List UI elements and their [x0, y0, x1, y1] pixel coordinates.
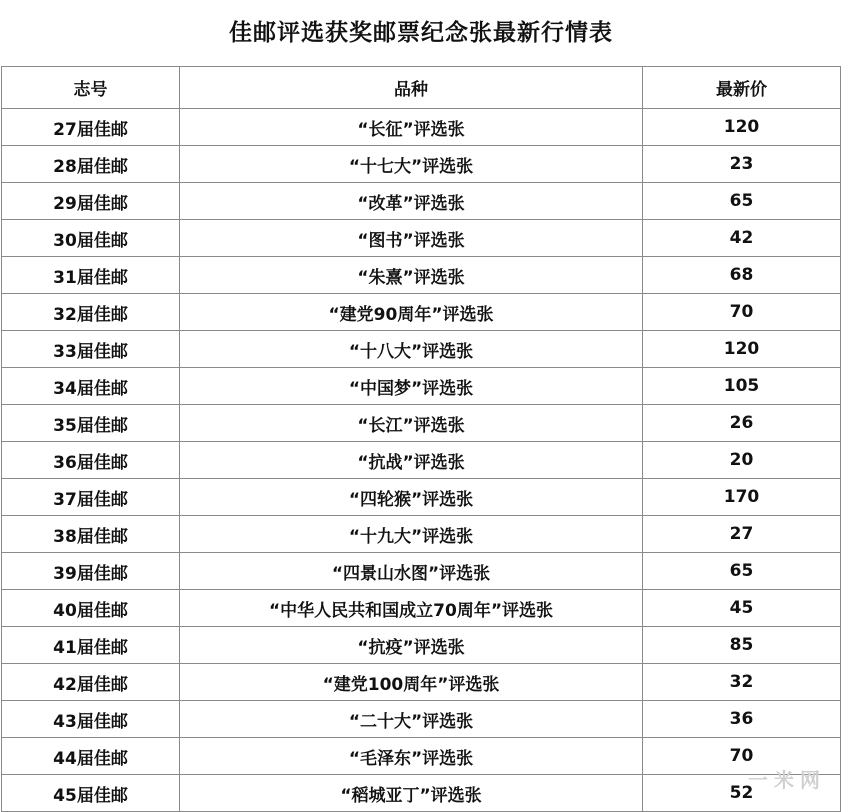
- cell-variety: “四轮猴”评选张: [180, 479, 643, 516]
- cell-issue: 43届佳邮: [2, 701, 180, 738]
- cell-price: 65: [643, 553, 841, 590]
- cell-variety: “抗战”评选张: [180, 442, 643, 479]
- cell-variety: “中华人民共和国成立70周年”评选张: [180, 590, 643, 627]
- cell-issue: 36届佳邮: [2, 442, 180, 479]
- cell-issue: 38届佳邮: [2, 516, 180, 553]
- page-title: 佳邮评选获奖邮票纪念张最新行情表: [229, 20, 613, 46]
- cell-price: 20: [643, 442, 841, 479]
- table-row: [2, 294, 841, 331]
- cell-variety: “长征”评选张: [180, 109, 643, 146]
- cell-variety: “二十大”评选张: [180, 701, 643, 738]
- cell-price: 70: [643, 294, 841, 331]
- cell-issue: 44届佳邮: [2, 738, 180, 775]
- table-row: [2, 627, 841, 664]
- cell-price: 32: [643, 664, 841, 701]
- cell-variety: “长江”评选张: [180, 405, 643, 442]
- cell-variety: “建党90周年”评选张: [180, 294, 643, 331]
- cell-price: 36: [643, 701, 841, 738]
- watermark: 一米网: [748, 768, 826, 792]
- cell-price: 68: [643, 257, 841, 294]
- cell-price: 45: [643, 590, 841, 627]
- table-row: [2, 146, 841, 183]
- cell-variety: “四景山水图”评选张: [180, 553, 643, 590]
- cell-variety: “十七大”评选张: [180, 146, 643, 183]
- table-row: [2, 405, 841, 442]
- table-row: [2, 183, 841, 220]
- table-row: [2, 738, 841, 775]
- column-header-issue: 志号: [2, 67, 180, 109]
- table-row: [2, 109, 841, 146]
- cell-variety: “毛泽东”评选张: [180, 738, 643, 775]
- table-row: [2, 442, 841, 479]
- table-row: [2, 479, 841, 516]
- cell-issue: 39届佳邮: [2, 553, 180, 590]
- cell-variety: “稻城亚丁”评选张: [180, 775, 643, 812]
- cell-variety: “改革”评选张: [180, 183, 643, 220]
- cell-issue: 45届佳邮: [2, 775, 180, 812]
- cell-price: 42: [643, 220, 841, 257]
- table-body: [2, 109, 841, 812]
- cell-issue: 32届佳邮: [2, 294, 180, 331]
- cell-price: 170: [643, 479, 841, 516]
- cell-price: 23: [643, 146, 841, 183]
- cell-issue: 37届佳邮: [2, 479, 180, 516]
- table-row: [2, 368, 841, 405]
- cell-variety: “十八大”评选张: [180, 331, 643, 368]
- cell-issue: 31届佳邮: [2, 257, 180, 294]
- column-header-variety: 品种: [180, 67, 643, 109]
- cell-issue: 27届佳邮: [2, 109, 180, 146]
- column-header-price: 最新价: [643, 67, 841, 109]
- table-row: [2, 220, 841, 257]
- table-row: [2, 257, 841, 294]
- cell-issue: 40届佳邮: [2, 590, 180, 627]
- table-row: [2, 590, 841, 627]
- cell-issue: 34届佳邮: [2, 368, 180, 405]
- cell-price: 52: [643, 775, 841, 812]
- cell-price: 85: [643, 627, 841, 664]
- cell-price: 65: [643, 183, 841, 220]
- cell-price: 120: [643, 109, 841, 146]
- table-row: [2, 331, 841, 368]
- cell-issue: 41届佳邮: [2, 627, 180, 664]
- cell-issue: 42届佳邮: [2, 664, 180, 701]
- cell-issue: 35届佳邮: [2, 405, 180, 442]
- cell-variety: “朱熹”评选张: [180, 257, 643, 294]
- cell-issue: 30届佳邮: [2, 220, 180, 257]
- table-row: [2, 775, 841, 812]
- cell-variety: “中国梦”评选张: [180, 368, 643, 405]
- table-row: [2, 553, 841, 590]
- cell-variety: “抗疫”评选张: [180, 627, 643, 664]
- table-row: [2, 664, 841, 701]
- cell-price: 27: [643, 516, 841, 553]
- cell-price: 70: [643, 738, 841, 775]
- table-row: [2, 516, 841, 553]
- cell-variety: “十九大”评选张: [180, 516, 643, 553]
- price-table: [1, 66, 841, 812]
- cell-price: 105: [643, 368, 841, 405]
- cell-variety: “图书”评选张: [180, 220, 643, 257]
- cell-price: 26: [643, 405, 841, 442]
- table-row: [2, 701, 841, 738]
- cell-issue: 28届佳邮: [2, 146, 180, 183]
- cell-price: 120: [643, 331, 841, 368]
- cell-issue: 29届佳邮: [2, 183, 180, 220]
- cell-variety: “建党100周年”评选张: [180, 664, 643, 701]
- cell-issue: 33届佳邮: [2, 331, 180, 368]
- table-header-row: [2, 67, 841, 109]
